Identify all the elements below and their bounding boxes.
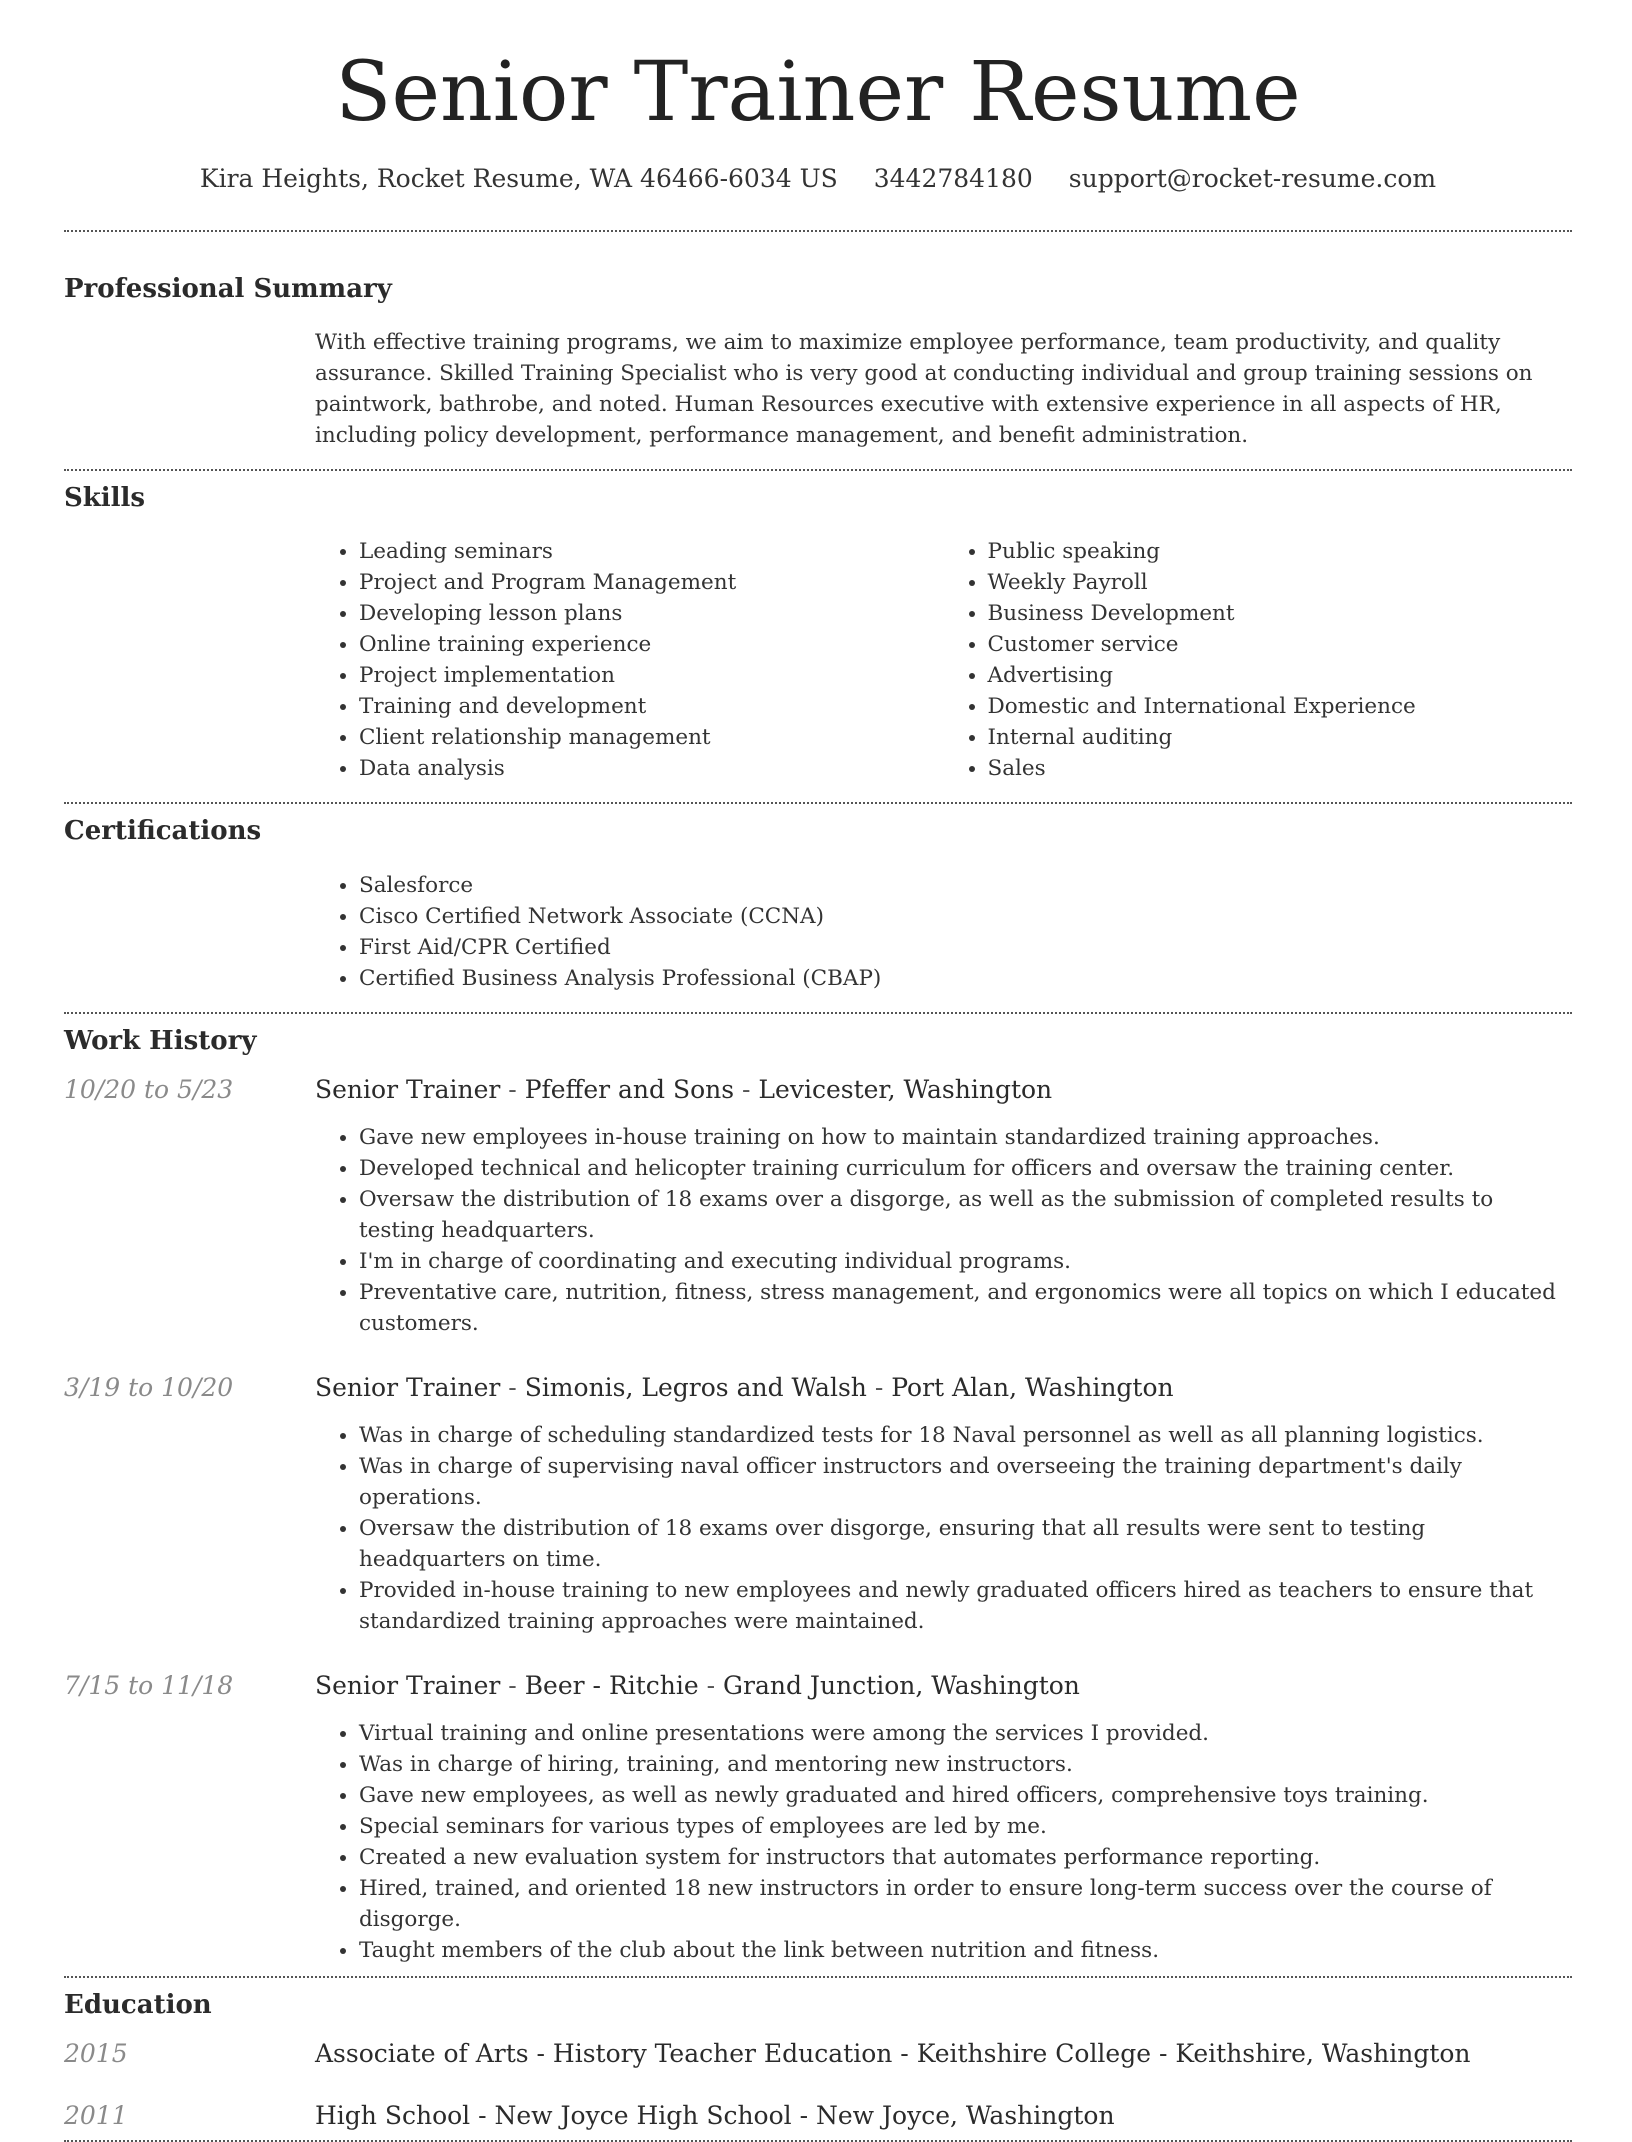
certification-item: • Certified Business Analysis Professional (CBAP)	[359, 963, 1572, 994]
education-heading: Education	[64, 1989, 212, 2020]
job-bullet: • I'm in charge of coordinating and executing individual programs.	[359, 1246, 1572, 1277]
education-entry	[64, 2039, 1572, 2068]
job-dates: 7/15 to 11/18	[64, 1670, 234, 1700]
education-year: 2015	[64, 2038, 128, 2068]
certification-item: • Salesforce	[359, 870, 1572, 901]
education-section	[64, 1990, 1572, 2130]
skills-section	[64, 483, 1572, 784]
certification-item: • First Aid/CPR Certified	[359, 932, 1572, 963]
phone: 3442784180	[873, 164, 1033, 193]
job-bullet: • Hired, trained, and oriented 18 new instructors in order to ensure long-term success over the course of disgorge.	[359, 1873, 1572, 1935]
job-heading: Senior Trainer - Beer - Ritchie - Grand Junction, Washington	[315, 1670, 1080, 1700]
job-bullet: • Preventative care, nutrition, fitness, stress management, and ergonomics were all topics on which I educated customers.	[359, 1277, 1572, 1339]
skill-item: • Customer service	[988, 629, 1573, 660]
skill-item: • Developing lesson plans	[359, 598, 944, 629]
job-company: Simonis, Legros and Walsh	[524, 1372, 867, 1402]
job-bullet: • Special seminars for various types of employees are led by me.	[359, 1811, 1572, 1842]
job-bullet: • Gave new employees, as well as newly graduated and hired officers, comprehensive toys training.	[359, 1780, 1572, 1811]
contact-line	[64, 164, 1572, 193]
job-bullet: • Developed technical and helicopter training curriculum for officers and oversaw the training center.	[359, 1153, 1572, 1184]
job-title: Senior Trainer	[315, 1372, 501, 1402]
page-title: Senior Trainer Resume	[335, 45, 1301, 140]
job-bullet: • Virtual training and online presentations were among the services I provided.	[359, 1718, 1572, 1749]
job-heading: Senior Trainer - Pfeffer and Sons - Levicester, Washington	[315, 1074, 1053, 1104]
education-entry	[64, 2101, 1572, 2130]
job-company: Beer - Ritchie	[524, 1670, 699, 1700]
divider	[64, 230, 1572, 232]
skill-item: • Domestic and International Experience	[988, 691, 1573, 722]
job-heading: Senior Trainer - Simonis, Legros and Walsh - Port Alan, Washington	[315, 1372, 1174, 1402]
skill-item: • Project implementation	[359, 660, 944, 691]
work-section	[64, 1026, 1572, 1966]
summary-heading: Professional Summary	[64, 274, 392, 304]
job-bullet: • Gave new employees in-house training on how to maintain standardized training approaches.	[359, 1122, 1572, 1153]
work-heading: Work History	[64, 1025, 257, 1056]
job-bullets	[315, 1122, 1572, 1339]
job-bullet: • Oversaw the distribution of 18 exams over disgorge, ensuring that all results were sent to testing headquarters on time.	[359, 1513, 1572, 1575]
job-bullet: • Taught members of the club about the link between nutrition and fitness.	[359, 1935, 1572, 1966]
divider	[64, 1012, 1572, 1014]
skill-item: • Business Development	[988, 598, 1573, 629]
resume-page	[64, 0, 1572, 2142]
education-text: High School - New Joyce High School - New Joyce, Washington	[315, 2100, 1115, 2130]
skill-item: • Leading seminars	[359, 536, 944, 567]
skill-item: • Weekly Payroll	[988, 567, 1573, 598]
job-bullet: • Oversaw the distribution of 18 exams over a disgorge, as well as the submission of completed results to testing headquarters.	[359, 1184, 1572, 1246]
certification-item: • Cisco Certified Network Associate (CCNA)	[359, 901, 1572, 932]
job-title: Senior Trainer	[315, 1670, 501, 1700]
education-year: 2011	[64, 2100, 128, 2130]
skill-item: • Training and development	[359, 691, 944, 722]
job-bullets	[315, 1420, 1572, 1637]
skill-item: • Project and Program Management	[359, 567, 944, 598]
job-location: Port Alan, Washington	[891, 1372, 1174, 1402]
email: support@rocket-resume.com	[1068, 164, 1437, 193]
skill-item: • Advertising	[988, 660, 1573, 691]
skill-item: • Sales	[988, 753, 1573, 784]
skill-item: • Internal auditing	[988, 722, 1573, 753]
job-bullet: • Provided in-house training to new employees and newly graduated officers hired as teachers to ensure that standardized training approaches were maintained.	[359, 1575, 1572, 1637]
job-bullet: • Was in charge of supervising naval officer instructors and overseeing the training department's daily operations.	[359, 1451, 1572, 1513]
skills-right-column	[944, 536, 1573, 784]
job-company: Pfeffer and Sons	[524, 1074, 735, 1104]
job-bullet: • Was in charge of scheduling standardized tests for 18 Naval personnel as well as all planning logistics.	[359, 1420, 1572, 1451]
skill-item: • Public speaking	[988, 536, 1573, 567]
summary-section	[64, 274, 1572, 451]
job-bullets	[315, 1718, 1572, 1966]
job-entry	[64, 1373, 1572, 1637]
job-entry	[64, 1671, 1572, 1966]
skill-item: • Client relationship management	[359, 722, 944, 753]
job-location: Grand Junction, Washington	[723, 1670, 1080, 1700]
certifications-heading: Certifications	[64, 816, 262, 847]
job-location: Levicester, Washington	[758, 1074, 1053, 1104]
certifications-section	[64, 816, 1572, 993]
job-bullet: • Was in charge of hiring, training, and mentoring new instructors.	[359, 1749, 1572, 1780]
skill-item: • Data analysis	[359, 753, 944, 784]
education-list	[64, 2039, 1572, 2130]
certifications-list	[315, 870, 1572, 994]
skills-list	[315, 536, 1572, 784]
jobs-list	[64, 1075, 1572, 1966]
job-bullet: • Created a new evaluation system for instructors that automates performance reporting.	[359, 1842, 1572, 1873]
divider	[64, 469, 1572, 471]
job-entry	[64, 1075, 1572, 1339]
skills-heading: Skills	[64, 483, 146, 514]
skills-left-column	[315, 536, 944, 784]
job-title: Senior Trainer	[315, 1074, 501, 1104]
summary-text: With effective training programs, we aim to maximize employee performance, team productivity, and quality assurance. Skilled Training Specialist who is very good at conducting individual and group training sessions on paintwork, bathrobe, and noted. Human Resources executive with extensive experience in all aspects of HR, including policy development, performance management, and benefit administration.	[315, 330, 1533, 449]
divider	[64, 802, 1572, 804]
divider	[64, 1976, 1572, 1978]
address: Kira Heights, Rocket Resume, WA 46466-6034 US	[199, 164, 838, 193]
education-text: Associate of Arts - History Teacher Education - Keithshire College - Keithshire, Washington	[315, 2038, 1471, 2068]
job-dates: 10/20 to 5/23	[64, 1074, 234, 1104]
job-dates: 3/19 to 10/20	[64, 1372, 234, 1402]
skill-item: • Online training experience	[359, 629, 944, 660]
